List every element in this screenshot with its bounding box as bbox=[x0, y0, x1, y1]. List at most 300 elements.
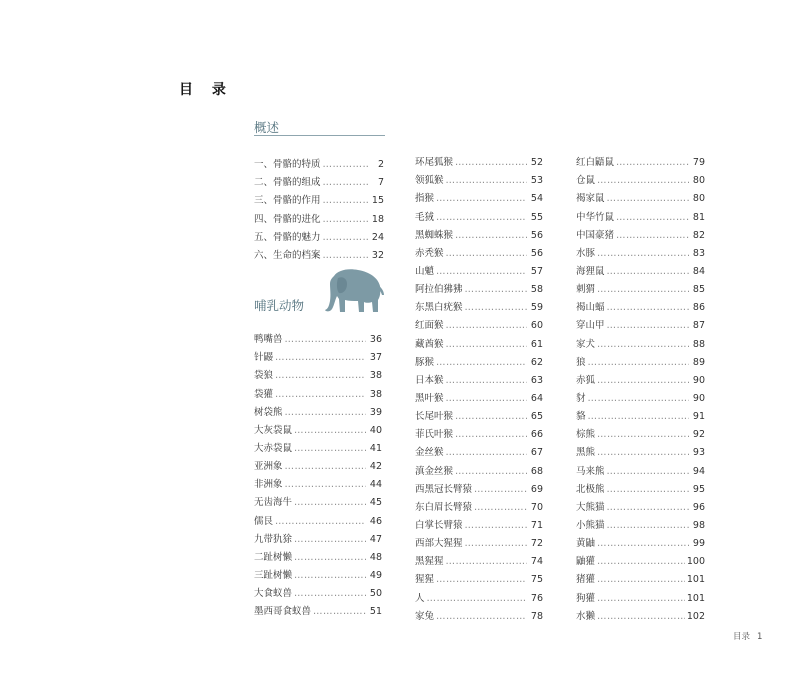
toc-entry-title: 红白鼯鼠 bbox=[576, 157, 615, 169]
toc-leader-dots bbox=[455, 411, 527, 422]
toc-entry bbox=[576, 368, 705, 386]
toc-entry bbox=[415, 277, 543, 295]
toc-entry bbox=[254, 581, 382, 599]
toc-entry-page: 72 bbox=[530, 538, 543, 550]
toc-entry-title: 二、骨骼的组成 bbox=[254, 177, 321, 189]
toc-entry-page: 90 bbox=[692, 374, 705, 386]
toc-entry-page: 56 bbox=[530, 247, 543, 259]
toc-entry-title: 环尾狐猴 bbox=[415, 157, 454, 169]
toc-entry bbox=[254, 170, 384, 188]
toc-entry-page: 38 bbox=[369, 370, 382, 382]
toc-entry bbox=[415, 585, 543, 603]
toc-entry-title: 袋獾 bbox=[254, 388, 274, 400]
toc-entry bbox=[254, 472, 382, 490]
toc-entry-page: 53 bbox=[530, 175, 543, 187]
toc-entry-page: 45 bbox=[369, 497, 382, 509]
toc-entry-page: 86 bbox=[692, 302, 705, 314]
toc-entry bbox=[254, 381, 382, 399]
toc-entry-title: 水獭 bbox=[576, 610, 596, 622]
toc-entry bbox=[415, 422, 543, 440]
toc-entry-title: 滇金丝猴 bbox=[415, 465, 454, 477]
toc-leader-dots bbox=[455, 466, 527, 477]
toc-entry-title: 非洲象 bbox=[254, 479, 283, 491]
toc-entry bbox=[254, 327, 382, 345]
toc-entry bbox=[415, 549, 543, 567]
toc-entry bbox=[576, 404, 705, 422]
toc-entry-page: 18 bbox=[371, 213, 384, 225]
toc-entry-page: 62 bbox=[530, 356, 543, 368]
toc-entry-page: 69 bbox=[530, 483, 543, 495]
toc-entry-title: 二趾树懒 bbox=[254, 551, 293, 563]
toc-entry-page: 80 bbox=[692, 193, 705, 205]
toc-entry bbox=[415, 204, 543, 222]
toc-entry-page: 59 bbox=[530, 302, 543, 314]
toc-entry-page: 85 bbox=[692, 284, 705, 296]
toc-leader-dots bbox=[607, 320, 689, 331]
toc-entry-page: 84 bbox=[692, 265, 705, 277]
toc-leader-dots bbox=[607, 302, 689, 313]
toc-entry-page: 95 bbox=[692, 483, 705, 495]
toc-entry bbox=[576, 513, 705, 531]
toc-entry-title: 三、骨骼的作用 bbox=[254, 195, 321, 207]
toc-entry-page: 94 bbox=[692, 465, 705, 477]
toc-entry-title: 袋狼 bbox=[254, 370, 274, 382]
toc-entry-title: 黑熊 bbox=[576, 447, 596, 459]
toc-entry-title: 红面猴 bbox=[415, 320, 444, 332]
toc-entry-page: 92 bbox=[692, 429, 705, 441]
toc-entry-title: 鸭嘴兽 bbox=[254, 334, 283, 346]
toc-entry-page: 51 bbox=[369, 606, 382, 618]
toc-leader-dots bbox=[313, 606, 366, 617]
toc-entry-page: 2 bbox=[377, 159, 384, 171]
toc-entry bbox=[576, 295, 705, 313]
toc-column-1 bbox=[254, 327, 382, 617]
toc-leader-dots bbox=[597, 447, 689, 458]
toc-entry-page: 80 bbox=[692, 175, 705, 187]
toc-entry bbox=[576, 331, 705, 349]
toc-entry-title: 中国豪猪 bbox=[576, 229, 615, 241]
toc-entry-title: 阿拉伯狒狒 bbox=[415, 284, 463, 296]
toc-leader-dots bbox=[294, 497, 366, 508]
toc-entry-page: 24 bbox=[371, 231, 384, 243]
toc-entry bbox=[254, 418, 382, 436]
toc-entry-page: 79 bbox=[692, 157, 705, 169]
page-title: 目 录 bbox=[179, 82, 233, 98]
toc-leader-dots bbox=[294, 425, 366, 436]
toc-column-2 bbox=[415, 150, 543, 622]
toc-entry-title: 领狐猴 bbox=[415, 175, 444, 187]
toc-entry bbox=[576, 223, 705, 241]
toc-entry-title: 豚猴 bbox=[415, 356, 435, 368]
toc-leader-dots bbox=[474, 502, 527, 513]
toc-leader-dots bbox=[455, 230, 527, 241]
toc-leader-dots bbox=[474, 484, 527, 495]
toc-entry-title: 亚洲象 bbox=[254, 461, 283, 473]
toc-entry-title: 海狸鼠 bbox=[576, 265, 605, 277]
toc-entry bbox=[254, 454, 382, 472]
toc-entry-title: 四、骨骼的进化 bbox=[254, 213, 321, 225]
toc-entry-title: 一、骨骼的特质 bbox=[254, 159, 321, 171]
toc-entry-page: 98 bbox=[692, 519, 705, 531]
toc-entry-title: 儒艮 bbox=[254, 515, 274, 527]
toc-entry bbox=[254, 243, 384, 261]
toc-leader-dots bbox=[436, 212, 527, 223]
toc-entry bbox=[254, 206, 384, 224]
toc-entry bbox=[415, 368, 543, 386]
footer-label: 目录 bbox=[733, 632, 751, 642]
toc-leader-dots bbox=[616, 230, 689, 241]
toc-entry-title: 赤狐 bbox=[576, 374, 596, 386]
toc-entry-page: 58 bbox=[530, 284, 543, 296]
toc-entry bbox=[415, 531, 543, 549]
toc-leader-dots bbox=[436, 574, 527, 585]
toc-leader-dots bbox=[446, 248, 527, 259]
toc-entry-title: 家犬 bbox=[576, 338, 596, 350]
toc-entry bbox=[254, 188, 384, 206]
toc-entry-page: 65 bbox=[530, 411, 543, 423]
toc-entry-title: 三趾树懒 bbox=[254, 569, 293, 581]
toc-leader-dots bbox=[597, 175, 689, 186]
toc-leader-dots bbox=[285, 334, 366, 345]
toc-entry-page: 66 bbox=[530, 429, 543, 441]
toc-entry-title: 狗獾 bbox=[576, 592, 596, 604]
toc-entry bbox=[415, 567, 543, 585]
toc-entry bbox=[415, 440, 543, 458]
toc-leader-dots bbox=[597, 574, 685, 585]
toc-entry-title: 中华竹鼠 bbox=[576, 211, 615, 223]
toc-leader-dots bbox=[323, 250, 368, 261]
toc-leader-dots bbox=[607, 466, 689, 477]
toc-entry bbox=[254, 508, 382, 526]
toc-entry bbox=[576, 440, 705, 458]
toc-entry-title: 黑猩猩 bbox=[415, 556, 444, 568]
toc-entry-title: 褐家鼠 bbox=[576, 193, 605, 205]
toc-entry bbox=[254, 599, 382, 617]
toc-entry bbox=[415, 604, 543, 622]
toc-entry bbox=[254, 527, 382, 545]
toc-leader-dots bbox=[597, 611, 685, 622]
toc-entry-page: 32 bbox=[371, 249, 384, 261]
toc-entry-title: 金丝猴 bbox=[415, 447, 444, 459]
toc-entry-title: 针鼹 bbox=[254, 352, 274, 364]
toc-entry-page: 76 bbox=[530, 592, 543, 604]
toc-entry-page: 75 bbox=[530, 574, 543, 586]
toc-leader-dots bbox=[275, 516, 366, 527]
footer-page-number: 1 bbox=[757, 632, 763, 642]
toc-entry bbox=[576, 495, 705, 513]
toc-entry bbox=[415, 458, 543, 476]
toc-leader-dots bbox=[446, 339, 527, 350]
toc-leader-dots bbox=[427, 593, 527, 604]
toc-entry-title: 猪獾 bbox=[576, 574, 596, 586]
toc-leader-dots bbox=[597, 248, 689, 259]
toc-entry-page: 96 bbox=[692, 501, 705, 513]
toc-entry-page: 89 bbox=[692, 356, 705, 368]
toc-entry-title: 貉 bbox=[576, 411, 586, 423]
toc-entry bbox=[576, 386, 705, 404]
toc-entry-page: 55 bbox=[530, 211, 543, 223]
toc-entry-page: 99 bbox=[692, 538, 705, 550]
toc-leader-dots bbox=[465, 520, 527, 531]
toc-entry-title: 人 bbox=[415, 592, 425, 604]
toc-leader-dots bbox=[465, 284, 527, 295]
toc-entry bbox=[576, 259, 705, 277]
toc-entry bbox=[415, 313, 543, 331]
toc-leader-dots bbox=[446, 447, 527, 458]
toc-entry bbox=[254, 152, 384, 170]
toc-leader-dots bbox=[275, 389, 366, 400]
toc-entry-title: 黑蜘蛛猴 bbox=[415, 229, 454, 241]
toc-leader-dots bbox=[588, 411, 689, 422]
toc-entry-page: 46 bbox=[369, 515, 382, 527]
toc-entry-page: 60 bbox=[530, 320, 543, 332]
toc-leader-dots bbox=[294, 552, 366, 563]
toc-entry bbox=[576, 204, 705, 222]
toc-entry-title: 水豚 bbox=[576, 247, 596, 259]
toc-entry bbox=[576, 168, 705, 186]
toc-entry-page: 50 bbox=[369, 588, 382, 600]
toc-entry-page: 100 bbox=[686, 556, 705, 568]
toc-entry-title: 墨西哥食蚁兽 bbox=[254, 606, 312, 618]
toc-leader-dots bbox=[323, 195, 368, 206]
toc-leader-dots bbox=[607, 266, 689, 277]
toc-entry-page: 41 bbox=[369, 442, 382, 454]
toc-leader-dots bbox=[436, 266, 527, 277]
toc-leader-dots bbox=[436, 611, 527, 622]
toc-entry-page: 88 bbox=[692, 338, 705, 350]
toc-leader-dots bbox=[285, 479, 366, 490]
toc-leader-dots bbox=[446, 175, 527, 186]
toc-entry-title: 豺 bbox=[576, 392, 586, 404]
toc-entry-title: 猩猩 bbox=[415, 574, 435, 586]
toc-leader-dots bbox=[597, 593, 685, 604]
toc-entry-page: 67 bbox=[530, 447, 543, 459]
toc-entry bbox=[415, 350, 543, 368]
toc-entry-page: 90 bbox=[692, 392, 705, 404]
toc-entry bbox=[415, 386, 543, 404]
toc-entry bbox=[254, 490, 382, 508]
toc-entry-page: 49 bbox=[369, 569, 382, 581]
toc-entry bbox=[576, 549, 705, 567]
toc-entry bbox=[254, 225, 384, 243]
overview-list bbox=[254, 152, 384, 261]
toc-entry-page: 47 bbox=[369, 533, 382, 545]
toc-entry-title: 西黑冠长臂猿 bbox=[415, 483, 473, 495]
toc-entry-page: 61 bbox=[530, 338, 543, 350]
toc-entry-page: 56 bbox=[530, 229, 543, 241]
toc-entry-page: 7 bbox=[377, 177, 384, 189]
toc-leader-dots bbox=[323, 177, 368, 188]
toc-entry-title: 菲氏叶猴 bbox=[415, 429, 454, 441]
toc-leader-dots bbox=[275, 352, 366, 363]
toc-leader-dots bbox=[323, 232, 368, 243]
toc-leader-dots bbox=[597, 339, 689, 350]
toc-entry-title: 大赤袋鼠 bbox=[254, 442, 293, 454]
toc-entry bbox=[254, 345, 382, 363]
toc-entry bbox=[415, 477, 543, 495]
toc-leader-dots bbox=[597, 556, 685, 567]
toc-leader-dots bbox=[285, 461, 366, 472]
toc-entry-title: 东白眉长臂猿 bbox=[415, 501, 473, 513]
toc-entry-page: 39 bbox=[369, 406, 382, 418]
toc-leader-dots bbox=[446, 320, 527, 331]
toc-entry-title: 刺猬 bbox=[576, 284, 596, 296]
toc-leader-dots bbox=[323, 214, 368, 225]
toc-entry-title: 黑叶猴 bbox=[415, 392, 444, 404]
toc-entry-title: 赤秃猴 bbox=[415, 247, 444, 259]
toc-entry bbox=[576, 531, 705, 549]
toc-entry-title: 无齿海牛 bbox=[254, 497, 293, 509]
section-heading-mammals: 哺乳动物 bbox=[254, 298, 305, 313]
toc-entry-page: 37 bbox=[369, 352, 382, 364]
toc-entry bbox=[415, 331, 543, 349]
toc-entry bbox=[576, 313, 705, 331]
toc-leader-dots bbox=[597, 375, 689, 386]
toc-entry-title: 褐山蝠 bbox=[576, 302, 605, 314]
toc-entry-page: 48 bbox=[369, 551, 382, 563]
toc-entry-title: 日本猴 bbox=[415, 374, 444, 386]
toc-entry-title: 白掌长臂猿 bbox=[415, 519, 463, 531]
toc-leader-dots bbox=[455, 429, 527, 440]
toc-leader-dots bbox=[323, 159, 368, 170]
toc-entry-title: 大灰袋鼠 bbox=[254, 424, 293, 436]
toc-leader-dots bbox=[285, 407, 366, 418]
toc-entry-page: 42 bbox=[369, 461, 382, 473]
toc-entry-page: 74 bbox=[530, 556, 543, 568]
toc-entry-page: 57 bbox=[530, 265, 543, 277]
toc-leader-dots bbox=[597, 284, 689, 295]
toc-entry bbox=[254, 400, 382, 418]
toc-column-3 bbox=[576, 150, 705, 622]
toc-leader-dots bbox=[446, 393, 527, 404]
toc-entry-page: 101 bbox=[686, 574, 705, 586]
toc-entry-page: 38 bbox=[369, 388, 382, 400]
toc-entry-title: 山魈 bbox=[415, 265, 435, 277]
toc-entry bbox=[415, 241, 543, 259]
toc-entry-page: 102 bbox=[686, 610, 705, 622]
toc-entry-page: 36 bbox=[369, 334, 382, 346]
toc-entry-page: 64 bbox=[530, 392, 543, 404]
toc-entry-page: 68 bbox=[530, 465, 543, 477]
toc-entry bbox=[415, 168, 543, 186]
toc-entry-title: 狼 bbox=[576, 356, 586, 368]
toc-leader-dots bbox=[275, 370, 366, 381]
toc-entry bbox=[576, 604, 705, 622]
toc-entry-page: 71 bbox=[530, 519, 543, 531]
toc-leader-dots bbox=[294, 534, 366, 545]
toc-entry-page: 93 bbox=[692, 447, 705, 459]
toc-leader-dots bbox=[588, 393, 689, 404]
toc-entry-title: 藏酋猴 bbox=[415, 338, 444, 350]
toc-leader-dots bbox=[455, 157, 527, 168]
toc-entry-title: 六、生命的档案 bbox=[254, 249, 321, 261]
toc-entry bbox=[415, 223, 543, 241]
toc-entry bbox=[576, 241, 705, 259]
toc-entry bbox=[415, 495, 543, 513]
toc-entry-title: 仓鼠 bbox=[576, 175, 596, 187]
toc-entry-title: 毛狨 bbox=[415, 211, 435, 223]
toc-entry bbox=[415, 404, 543, 422]
toc-entry-page: 101 bbox=[686, 592, 705, 604]
toc-entry bbox=[254, 563, 382, 581]
toc-entry-page: 15 bbox=[371, 195, 384, 207]
toc-entry-page: 54 bbox=[530, 193, 543, 205]
toc-entry-title: 马来熊 bbox=[576, 465, 605, 477]
toc-entry bbox=[576, 186, 705, 204]
toc-entry-title: 大熊猫 bbox=[576, 501, 605, 513]
toc-entry-page: 52 bbox=[530, 157, 543, 169]
page-footer bbox=[733, 630, 762, 642]
toc-entry-page: 87 bbox=[692, 320, 705, 332]
toc-leader-dots bbox=[597, 429, 689, 440]
toc-leader-dots bbox=[294, 570, 366, 581]
toc-entry-page: 63 bbox=[530, 374, 543, 386]
toc-entry-title: 九带犰狳 bbox=[254, 533, 293, 545]
toc-entry-title: 小熊猫 bbox=[576, 519, 605, 531]
toc-entry-title: 鼬獾 bbox=[576, 556, 596, 568]
toc-entry-title: 北极熊 bbox=[576, 483, 605, 495]
section-heading-overview: 概述 bbox=[254, 118, 385, 136]
toc-leader-dots bbox=[616, 212, 689, 223]
toc-entry bbox=[576, 350, 705, 368]
toc-entry bbox=[254, 363, 382, 381]
toc-leader-dots bbox=[294, 588, 366, 599]
toc-leader-dots bbox=[436, 357, 527, 368]
toc-entry-page: 83 bbox=[692, 247, 705, 259]
toc-entry bbox=[415, 295, 543, 313]
toc-entry bbox=[576, 585, 705, 603]
toc-entry bbox=[576, 477, 705, 495]
toc-leader-dots bbox=[446, 556, 527, 567]
toc-entry-page: 40 bbox=[369, 424, 382, 436]
toc-entry-title: 黄鼬 bbox=[576, 538, 596, 550]
toc-entry bbox=[576, 277, 705, 295]
toc-entry-title: 树袋熊 bbox=[254, 406, 283, 418]
toc-leader-dots bbox=[465, 302, 527, 313]
toc-entry-page: 78 bbox=[530, 610, 543, 622]
toc-leader-dots bbox=[588, 357, 689, 368]
toc-entry-page: 44 bbox=[369, 479, 382, 491]
toc-leader-dots bbox=[607, 193, 689, 204]
toc-leader-dots bbox=[607, 520, 689, 531]
toc-entry bbox=[415, 259, 543, 277]
toc-entry bbox=[576, 458, 705, 476]
toc-entry-title: 西部大猩猩 bbox=[415, 538, 463, 550]
toc-leader-dots bbox=[446, 375, 527, 386]
toc-entry bbox=[254, 436, 382, 454]
toc-leader-dots bbox=[607, 484, 689, 495]
toc-entry bbox=[576, 422, 705, 440]
toc-entry-title: 指猴 bbox=[415, 193, 435, 205]
toc-leader-dots bbox=[294, 443, 366, 454]
toc-entry bbox=[415, 186, 543, 204]
toc-entry-title: 大食蚁兽 bbox=[254, 588, 293, 600]
toc-entry-title: 家兔 bbox=[415, 610, 435, 622]
toc-leader-dots bbox=[436, 193, 527, 204]
toc-entry-page: 82 bbox=[692, 229, 705, 241]
toc-entry bbox=[415, 150, 543, 168]
toc-entry bbox=[576, 567, 705, 585]
toc-leader-dots bbox=[616, 157, 689, 168]
toc-entry bbox=[415, 513, 543, 531]
toc-entry-title: 棕熊 bbox=[576, 429, 596, 441]
toc-entry-page: 70 bbox=[530, 501, 543, 513]
toc-entry-title: 五、骨骼的魅力 bbox=[254, 231, 321, 243]
toc-entry-page: 81 bbox=[692, 211, 705, 223]
toc-entry-title: 东黑白疣猴 bbox=[415, 302, 463, 314]
toc-leader-dots bbox=[465, 538, 527, 549]
toc-leader-dots bbox=[607, 502, 689, 513]
